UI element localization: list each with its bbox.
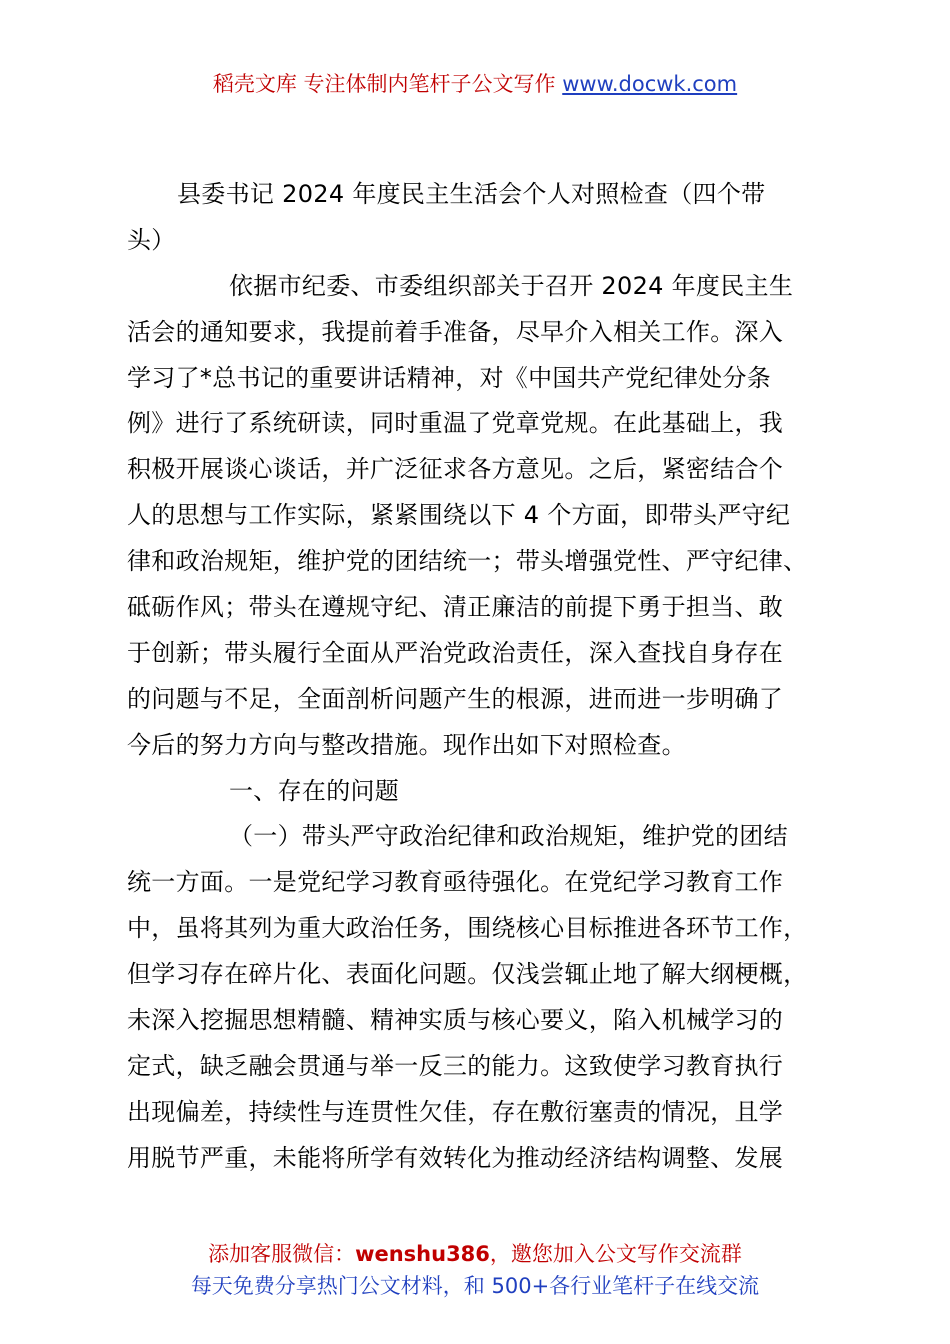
intro-line: 砥砺作风；带头在遵规守纪、清正廉洁的前提下勇于担当、敢 <box>127 593 784 622</box>
document-title-line-2: 头） <box>127 225 176 254</box>
section-line: 但学习存在碎片化、表面化问题。仅浅尝辄止地了解大纲梗概， <box>127 960 808 989</box>
intro-line: 依据市纪委、市委组织部关于召开 2024 年度民主生 <box>229 271 794 300</box>
intro-line: 例》进行了系统研读，同时重温了党章党规。在此基础上，我 <box>127 409 784 438</box>
intro-line: 的问题与不足，全面剖析问题产生的根源，进而进一步明确了 <box>127 684 784 713</box>
section-line: 出现偏差，持续性与连贯性欠佳，存在敷衍塞责的情况，且学 <box>127 1097 784 1126</box>
site-slogan: 稻壳文库 专注体制内笔杆子公文写作 <box>212 72 556 96</box>
section-line: 未深入挖掘思想精髓、精神实质与核心要义，陷入机械学习的 <box>127 1006 784 1035</box>
intro-line: 今后的努力方向与整改措施。现作出如下对照检查。 <box>127 730 686 759</box>
intro-line: 学习了*总书记的重要讲话精神，对《中国共产党纪律处分条 <box>127 363 772 392</box>
intro-line: 于创新；带头履行全面从严治党政治责任，深入查找自身存在 <box>127 638 784 667</box>
footer-promo-line: 每天免费分享热门公文材料，和 500+各行业笔杆子在线交流 <box>190 1274 760 1298</box>
section-line: 定式，缺乏融会贯通与举一反三的能力。这致使学习教育执行 <box>127 1051 784 1080</box>
section-line: 统一方面。一是党纪学习教育亟待强化。在党纪学习教育工作 <box>127 868 784 897</box>
section-heading: 一、存在的问题 <box>229 776 400 805</box>
intro-line: 人的思想与工作实际，紧紧围绕以下 4 个方面，即带头严守纪 <box>127 501 791 530</box>
intro-line: 活会的通知要求，我提前着手准备，尽早介入相关工作。深入 <box>127 317 784 346</box>
site-header <box>0 68 950 100</box>
intro-line: 律和政治规矩，维护党的团结统一；带头增强党性、严守纪律、 <box>127 547 808 576</box>
site-url-link[interactable]: www.docwk.com <box>562 72 738 96</box>
document-title-line-1: 县委书记 2024 年度民主生活会个人对照检查（四个带 <box>177 180 766 208</box>
site-footer <box>0 1238 950 1302</box>
footer-contact-line <box>0 1238 950 1270</box>
footer-contact-prefix: 添加客服微信： <box>208 1242 356 1266</box>
wechat-id: wenshu386 <box>355 1242 490 1266</box>
section-line: （一）带头严守政治纪律和政治规矩，维护党的团结 <box>229 822 788 851</box>
document-body <box>127 172 839 1182</box>
intro-line: 积极开展谈心谈话，并广泛征求各方意见。之后，紧密结合个 <box>127 455 784 484</box>
section-line: 用脱节严重，未能将所学有效转化为推动经济结构调整、发展 <box>127 1143 784 1172</box>
footer-contact-suffix: ，邀您加入公文写作交流群 <box>489 1242 742 1266</box>
section-line: 中，虽将其列为重大政治任务，围绕核心目标推进各环节工作， <box>127 914 808 943</box>
